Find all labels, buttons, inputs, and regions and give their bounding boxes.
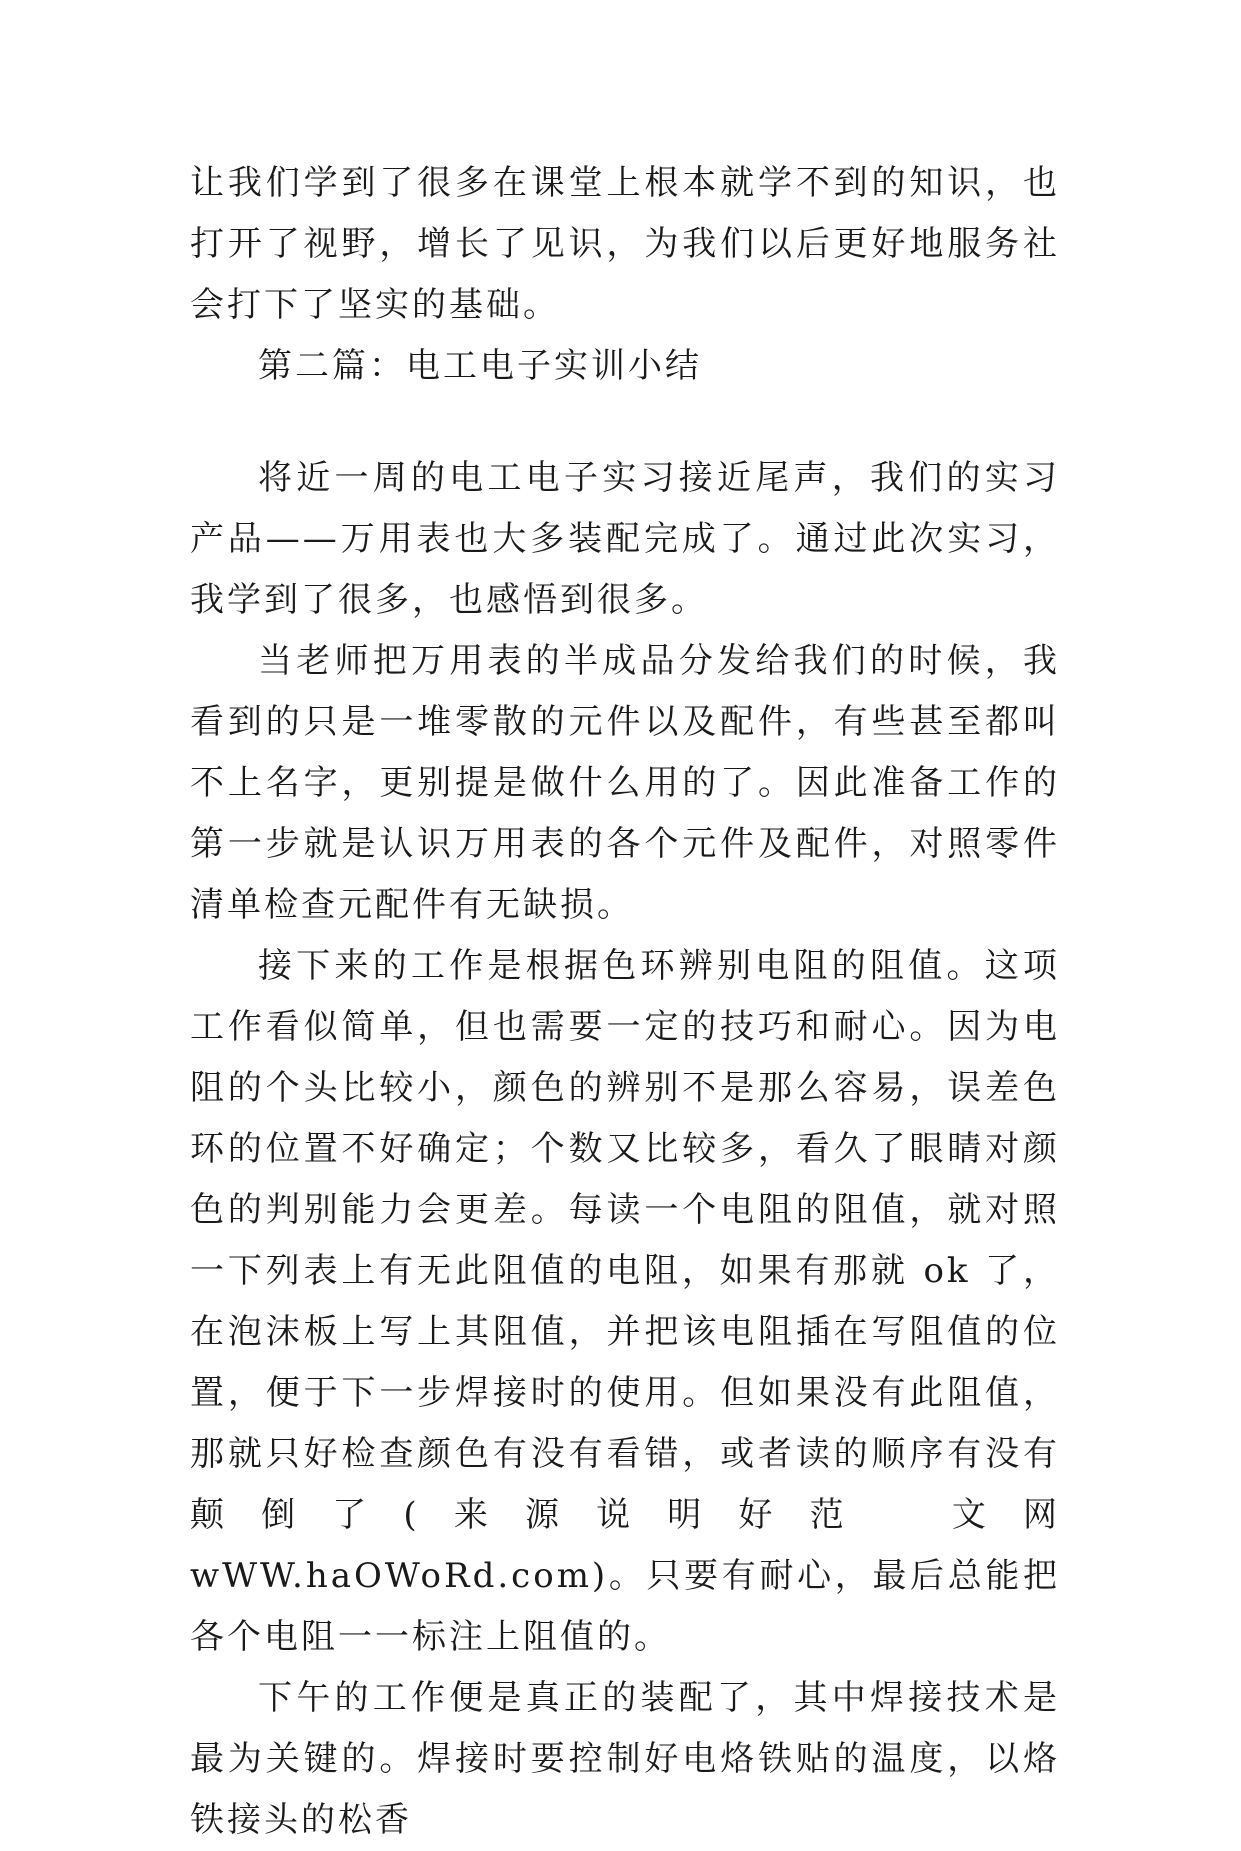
paragraph: 将近一周的电工电子实习接近尾声，我们的实习产品——万用表也大多装配完成了。通过此次实习，我学到了很多，也感悟到很多。 xyxy=(190,458,1060,620)
paragraph: 接下来的工作是根据色环辨别电阻的阻值。这项工作看似简单，但也需要一定的技巧和耐心。因为电阻的个头比较小，颜色的辨别不是那么容易，误差色环的位置不好确定；个数又比较多，看久了眼睛对颜色的判别能力会更差。每读一个电阻的阻值，就对照一下列表上有无此阻值的电阻，如果有那就 ok 了，在泡沫板上写上其阻值，并把该电阻插在写阻值的位置，便于下一步焊接时的使用。但如果没有此阻值，那就只好检查颜色有没有看错，或者读的顺序有没有颠倒了(来源说明好范 文网 wWW.haOWoRd.com)。只要有耐心，最后总能把各个电阻一一标注上阻值的。 xyxy=(190,946,1060,1657)
top-text-block xyxy=(190,153,1060,397)
paragraph: 当老师把万用表的半成品分发给我们的时候，我看到的只是一堆零散的元件以及配件，有些甚至都叫不上名字，更别提是做什么用的了。因此准备工作的第一步就是认识万用表的各个元件及配件，对照零件清单检查元配件有无缺损。 xyxy=(190,641,1060,925)
paragraph-continuation: 让我们学到了很多在课堂上根本就学不到的知识，也打开了视野，增长了见识，为我们以后更好地服务社会打下了坚实的基础。 xyxy=(190,163,1060,325)
section-heading: 第二篇：电工电子实训小结 xyxy=(258,346,702,386)
paragraph: 下午的工作便是真正的装配了，其中焊接技术是最为关键的。焊接时要控制好电烙铁贴的温度，以烙铁接头的松香 xyxy=(190,1678,1060,1840)
main-text-block xyxy=(190,448,1060,1851)
